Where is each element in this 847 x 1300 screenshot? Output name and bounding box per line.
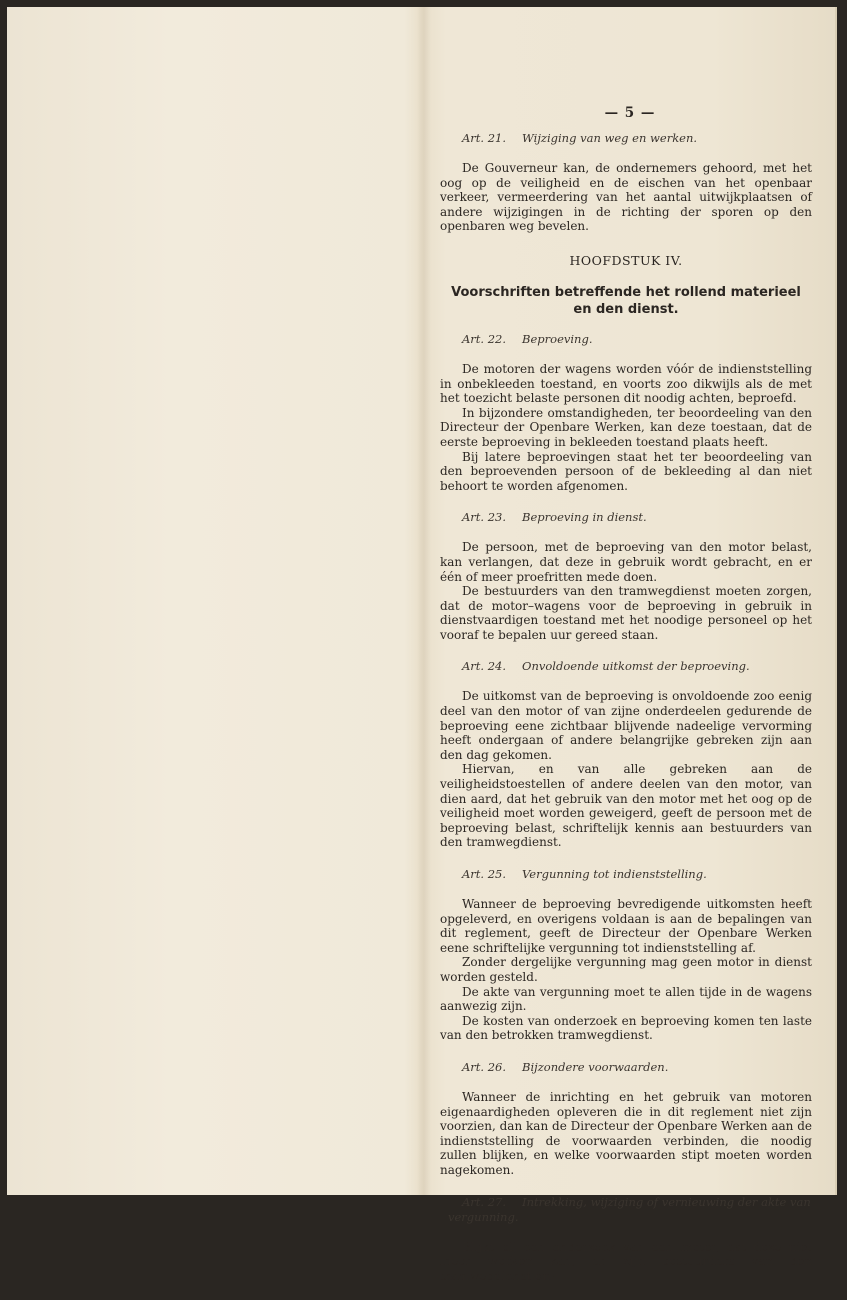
- paragraph: Wanneer de beproeving bevredigende uitkomsten heeft opgeleverd, en overigens voldaan is aan de bepalingen van dit reglement, geeft de Directeur der Openbare Werken eene schriftelijke vergunning tot indienststelling af.: [440, 897, 812, 955]
- text-column: [440, 105, 812, 1300]
- paragraph: Hiervan, en van alle gebreken aan de veiligheidstoestellen of andere deelen van den motor, van dien aard, dat het gebruik van den motor met het oog op de veiligheid moet worden geweigerd, geeft de persoon met de beproeving belast, schriftelijk kennis aan bestuurders van den tramwegdienst.: [440, 762, 812, 850]
- article-body: [440, 689, 812, 850]
- article-heading: [440, 332, 812, 347]
- paragraph: De akte van vergunning moet te allen tijde in de wagens aanwezig zijn.: [440, 984, 812, 1014]
- paragraph: Blijkt bij een onderzoek van een motor, dat deze niet meer werken kan, en zijn bestuurders van den tramwegdienst on-: [440, 1239, 812, 1283]
- paragraph: De Gouverneur kan, de ondernemers gehoord, met het oog op de veiligheid en de eischen van het openbaar verkeer, vermeerdering van het aantal uitwijkplaatsen of andere wijzigingen in de richting der sporen op den openbaren weg bevelen.: [440, 161, 812, 234]
- article-heading: [440, 1195, 812, 1225]
- paragraph: De motoren der wagens worden vóór de indienststelling in onbekleeden toestand, en voorts zoo dikwijls als de met het toezicht belaste personen dit noodig achten, beproefd.: [440, 361, 812, 406]
- article-heading: [440, 1060, 812, 1075]
- page-fold: [417, 7, 431, 1195]
- paragraph: Bij latere beproevingen staat het ter beoordeeling van den beproevenden persoon of de bekleeding al dan niet behoort te worden afgenomen.: [440, 449, 812, 493]
- article-number: Art. 22.: [462, 331, 507, 346]
- paragraph: De uitkomst van de beproeving is onvoldoende zoo eenig deel van den motor of van zijne onderdeelen gedurende de beproeving eene zichtbaar blijvende nadeelige vervorming heeft ondergaan of andere belangrijke gebreken zijn aan den dag gekomen.: [440, 689, 812, 762]
- article-heading: [440, 510, 812, 525]
- article-body: [440, 362, 812, 493]
- paragraph: In bijzondere omstandigheden, ter beoordeeling van den Directeur der Openbare Werken, kan deze toestaan, dat de eerste beproeving in bekleeden toestand plaats heeft.: [440, 405, 812, 449]
- article-heading: [440, 131, 812, 146]
- article-number: Art. 24.: [462, 659, 507, 674]
- article-title: Onvoldoende uitkomst der beproeving.: [522, 659, 750, 674]
- chapter-label: HOOFDSTUK IV.: [569, 252, 683, 268]
- article-heading: [440, 867, 812, 882]
- article-heading: [440, 659, 812, 674]
- article-title: Beproeving.: [522, 331, 593, 346]
- article-title: Vergunning tot indienststelling.: [522, 867, 707, 881]
- chapter-title: Voorschriften betreffende het rollend materieel en den dienst.: [451, 284, 801, 317]
- paragraph: De kosten van onderzoek en beproeving komen ten laste van den betrokken tramwegdienst.: [440, 1013, 812, 1043]
- article-body: [440, 897, 812, 1043]
- article-body: [440, 1240, 812, 1284]
- paragraph: Zonder dergelijke vergunning mag geen motor in dienst worden gesteld.: [440, 955, 812, 984]
- article-body: [440, 161, 812, 234]
- article-title: Bijzondere voorwaarden.: [522, 1059, 669, 1074]
- article-number: Art. 23.: [462, 510, 507, 525]
- article-title: Beproeving in dienst.: [522, 510, 647, 525]
- article-body: [440, 540, 812, 642]
- article-number: Art. 21.: [462, 131, 507, 145]
- paragraph: Wanneer de inrichting en het gebruik van motoren eigenaardigheden opleveren die in dit reglement niet zijn voorzien, dan kan de Directeur der Openbare Werken aan de indienststelling de voorwaarden verbinden, die noodig zullen blijken, en welke voorwaarden stipt moeten worden nagekomen.: [440, 1089, 812, 1177]
- article-number: Art. 27.: [462, 1194, 507, 1209]
- paragraph: De bestuurders van den tramwegdienst moeten zorgen, dat de motor–wagens voor de beproeving in gebruik in dienstvaardigen toestand met het noodige personeel op het vooraf te bepalen uur gereed staan.: [440, 584, 812, 642]
- article-title: Wijziging van weg en werken.: [522, 131, 698, 145]
- article-number: Art. 26.: [462, 1059, 507, 1074]
- document-page: [7, 7, 837, 1283]
- article-title: Intrekking, wijziging of vernieuwing der akte van vergunning.: [448, 1194, 811, 1224]
- article-number: Art. 25.: [462, 867, 507, 881]
- paragraph: De persoon, met de beproeving van den motor belast, kan verlangen, dat deze in gebruik wordt gebracht, en er één of meer proefritten mede doen.: [440, 540, 812, 584]
- article-body: [440, 1090, 812, 1178]
- page-number: — 5 —: [604, 105, 656, 121]
